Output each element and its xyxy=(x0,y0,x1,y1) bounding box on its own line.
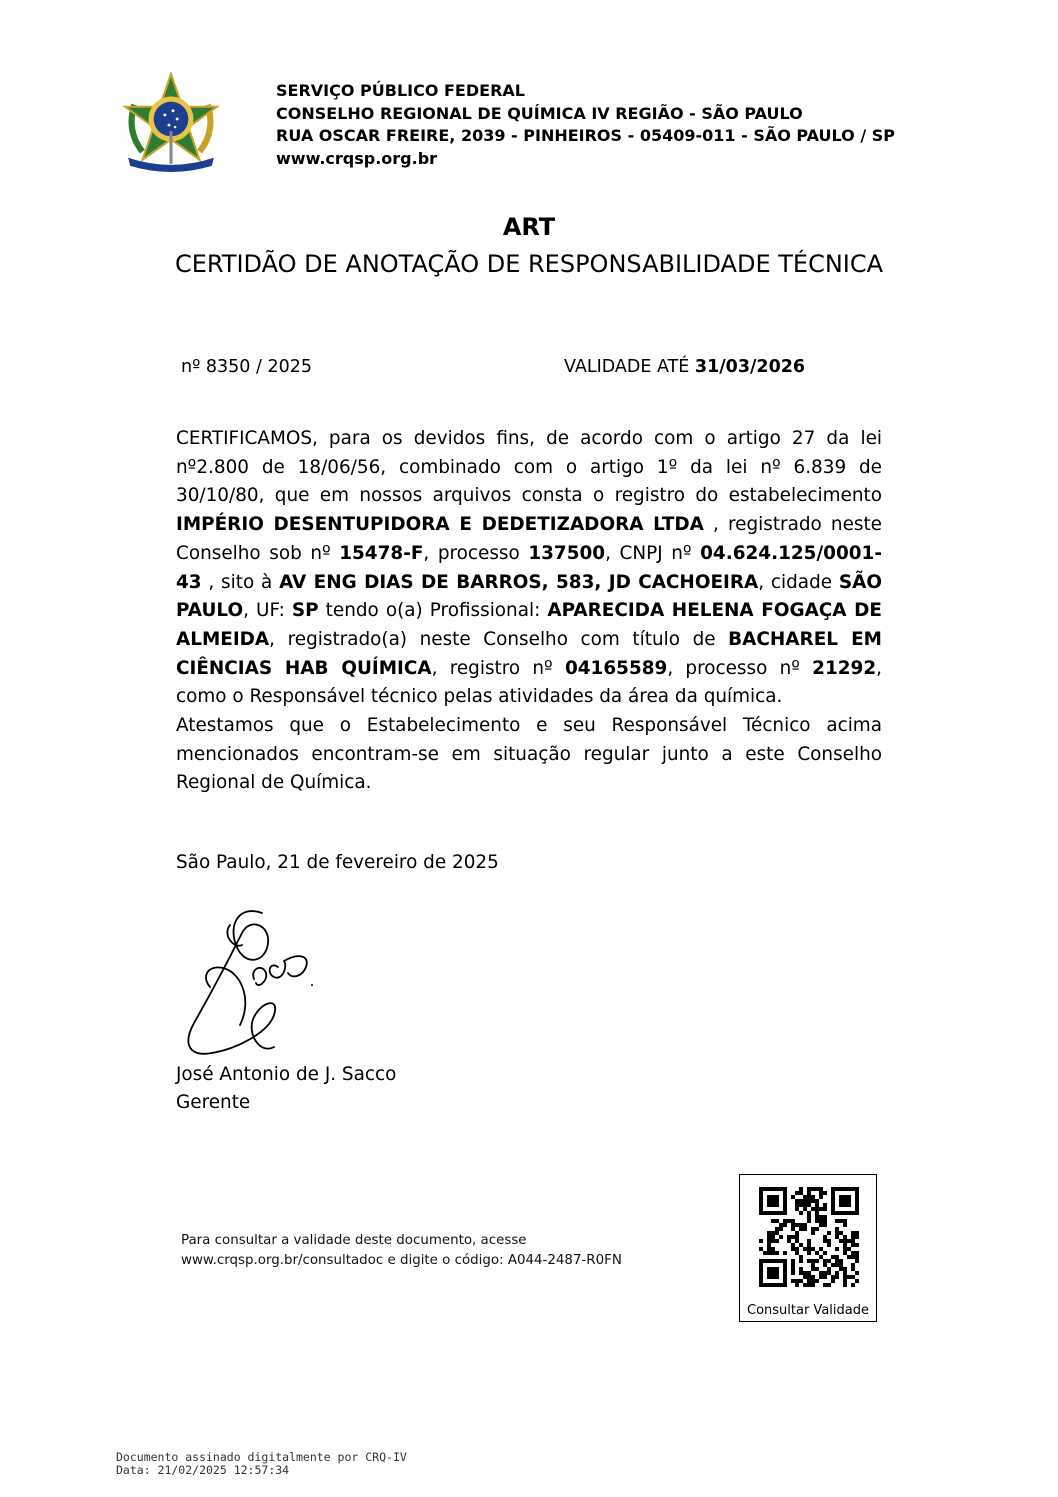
body-text: tendo o(a) Profissional: xyxy=(318,600,548,622)
company-uf: SP xyxy=(291,600,319,622)
professional-degree: BACHAREL EM CIÊNCIAS HAB QUÍMICA xyxy=(176,628,882,679)
company-address: AV ENG DIAS DE BARROS, 583, JD CACHOEIRA xyxy=(279,571,759,593)
body-text: , processo nº xyxy=(667,657,813,679)
verification-line-1: Para consultar a validade deste documento, acesse xyxy=(181,1233,527,1248)
brazil-coat-of-arms-icon xyxy=(120,70,222,172)
header-line-1: SERVIÇO PÚBLICO FEDERAL xyxy=(276,81,525,100)
digital-signature-footer xyxy=(116,1451,407,1477)
verification-note xyxy=(181,1231,622,1271)
place-date: São Paulo, 21 de fevereiro de 2025 xyxy=(176,852,499,873)
verification-line-2[interactable]: www.crqsp.org.br/consultadoc e digite o código: A044-2487-R0FN xyxy=(181,1253,622,1268)
company-city: SÃO PAULO xyxy=(176,571,882,622)
body-text: , processo xyxy=(423,542,529,564)
signer-role: Gerente xyxy=(176,1092,251,1113)
qr-validation-box[interactable] xyxy=(739,1174,877,1322)
body-text: , registrado(a) neste Conselho com título de xyxy=(269,628,729,650)
certification-paragraph xyxy=(176,425,882,712)
professional-registration: 04165589 xyxy=(564,657,668,679)
document-subtitle: CERTIDÃO DE ANOTAÇÃO DE RESPONSABILIDADE TÉCNICA xyxy=(174,250,884,278)
company-process: 137500 xyxy=(528,542,606,564)
qr-code-icon[interactable] xyxy=(759,1187,859,1287)
certificate-body xyxy=(176,425,882,798)
company-registration: 15478-F xyxy=(339,542,424,564)
body-text: , como o Responsável técnico pelas atividades da área da química. xyxy=(176,657,882,708)
professional-process: 21292 xyxy=(812,657,877,679)
body-text: CERTIFICAMOS, para os devidos fins, de acordo com o artigo 27 da lei nº2.800 de 18/06/56, combinado com o artigo 1º da lei nº 6.839 de 30/10/80, que em nossos arquivos consta o registro do estabelecimento xyxy=(176,428,882,507)
signature-image xyxy=(170,905,320,1065)
body-text: , UF: xyxy=(243,600,292,622)
header-website[interactable]: www.crqsp.org.br xyxy=(276,148,438,168)
professional-name: APARECIDA HELENA FOGAÇA DE ALMEIDA xyxy=(176,600,882,650)
document-title: ART xyxy=(502,213,556,241)
company-name: IMPÉRIO DESENTUPIDORA E DEDETIZADORA LTDA xyxy=(176,514,704,536)
validity xyxy=(564,357,805,377)
qr-caption[interactable]: Consultar Validade xyxy=(747,1303,869,1318)
header-line-2: CONSELHO REGIONAL DE QUÍMICA IV REGIÃO - SÃO PAULO xyxy=(276,103,803,123)
validity-label: VALIDADE ATÉ xyxy=(564,357,695,377)
attestation-paragraph: Atestamos que o Estabelecimento e seu Responsável Técnico acima mencionados encontram-se em situação regular junto a este Conselho Regional de Química. xyxy=(176,715,882,794)
footer-line-2: Data: 21/02/2025 12:57:34 xyxy=(116,1463,290,1477)
body-text: , sito à xyxy=(201,571,280,593)
signer-name: José Antonio de J. Sacco xyxy=(176,1064,397,1085)
body-text: , CNPJ nº xyxy=(605,542,701,564)
body-text: , registro nº xyxy=(431,657,565,679)
header-address: RUA OSCAR FREIRE, 2039 - PINHEIROS - 05409-011 - SÃO PAULO / SP xyxy=(276,126,895,145)
body-text: , cidade xyxy=(758,571,839,593)
validity-date: 31/03/2026 xyxy=(694,357,806,377)
body-text: , registrado neste Conselho sob nº xyxy=(176,514,882,564)
company-cnpj: 04.624.125/0001-43 xyxy=(176,542,882,593)
certificate-number: nº 8350 / 2025 xyxy=(181,357,312,377)
footer-line-1: Documento assinado digitalmente por CRQ-IV xyxy=(116,1450,407,1464)
header-block xyxy=(276,80,895,170)
